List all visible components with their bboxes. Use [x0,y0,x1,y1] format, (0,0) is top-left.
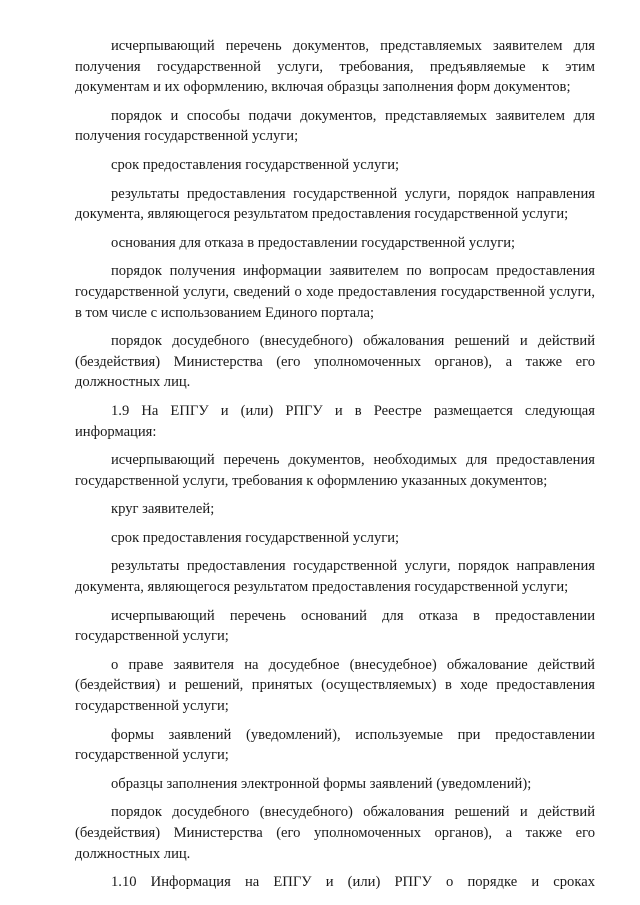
paragraph-refusal-grounds: основания для отказа в предоставлении государственной услуги; [111,234,516,251]
paragraph-application-forms: формы заявлений (уведомлений), используемые при предоставлении государственной услуги; [75,726,595,764]
paragraph-service-results: результаты предоставления государственной услуги, порядок направления документа, являющегося результатом предоставления государственной услуги; [75,185,595,223]
document-page [75,36,595,901]
paragraph-appeal-procedure: порядок досудебного (внесудебного) обжалования решений и действий (бездействия) Министерства (его уполномоченных органов), а также его должностных лиц. [75,333,595,391]
paragraph-refusal-grounds-2: исчерпывающий перечень оснований для отказа в предоставлении государственной услуги; [75,607,595,645]
paragraph-information-procedure: порядок получения информации заявителем по вопросам предоставления государственной услуги, сведений о ходе предоставления государственной услуги, в том числе с использованием Единого портала; [75,263,595,321]
paragraph-service-term-2: срок предоставления государственной услуги; [111,529,400,546]
paragraph-service-term: срок предоставления государственной услуги; [111,156,400,173]
paragraph-section-1-10: 1.10 Информация на ЕПГУ и (или) РПГУ о порядке и сроках [111,874,595,891]
paragraph-submission-methods: порядок и способы подачи документов, представляемых заявителем для получения государственной услуги; [75,107,595,145]
paragraph-appeal-right: о праве заявителя на досудебное (внесудебное) обжалование действий (бездействия) и решений, принятых (осуществляемых) в ходе предоставления государственной услуги; [75,656,595,715]
paragraph-applicants: круг заявителей; [111,501,215,518]
paragraph-section-1-9: 1.9 На ЕПГУ и (или) РПГУ и в Реестре размещается следующая информация: [75,402,595,440]
paragraph-form-samples: образцы заполнения электронной формы заявлений (уведомлений); [111,775,532,792]
paragraph-service-results-2: результаты предоставления государственной услуги, порядок направления документа, являющегося результатом предоставления государственной услуги; [75,558,595,596]
paragraph-documents-list: исчерпывающий перечень документов, представляемых заявителем для получения государственной услуги, требования, предъявляемые к этим документам и их оформлению, включая образцы заполнения форм документов; [75,38,595,96]
paragraph-appeal-procedure-2: порядок досудебного (внесудебного) обжалования решений и действий (бездействия) Министерства (его уполномоченных органов), а также его должностных лиц. [75,804,595,862]
paragraph-required-documents: исчерпывающий перечень документов, необходимых для предоставления государственной услуги, требования к оформлению указанных документов; [75,452,595,489]
